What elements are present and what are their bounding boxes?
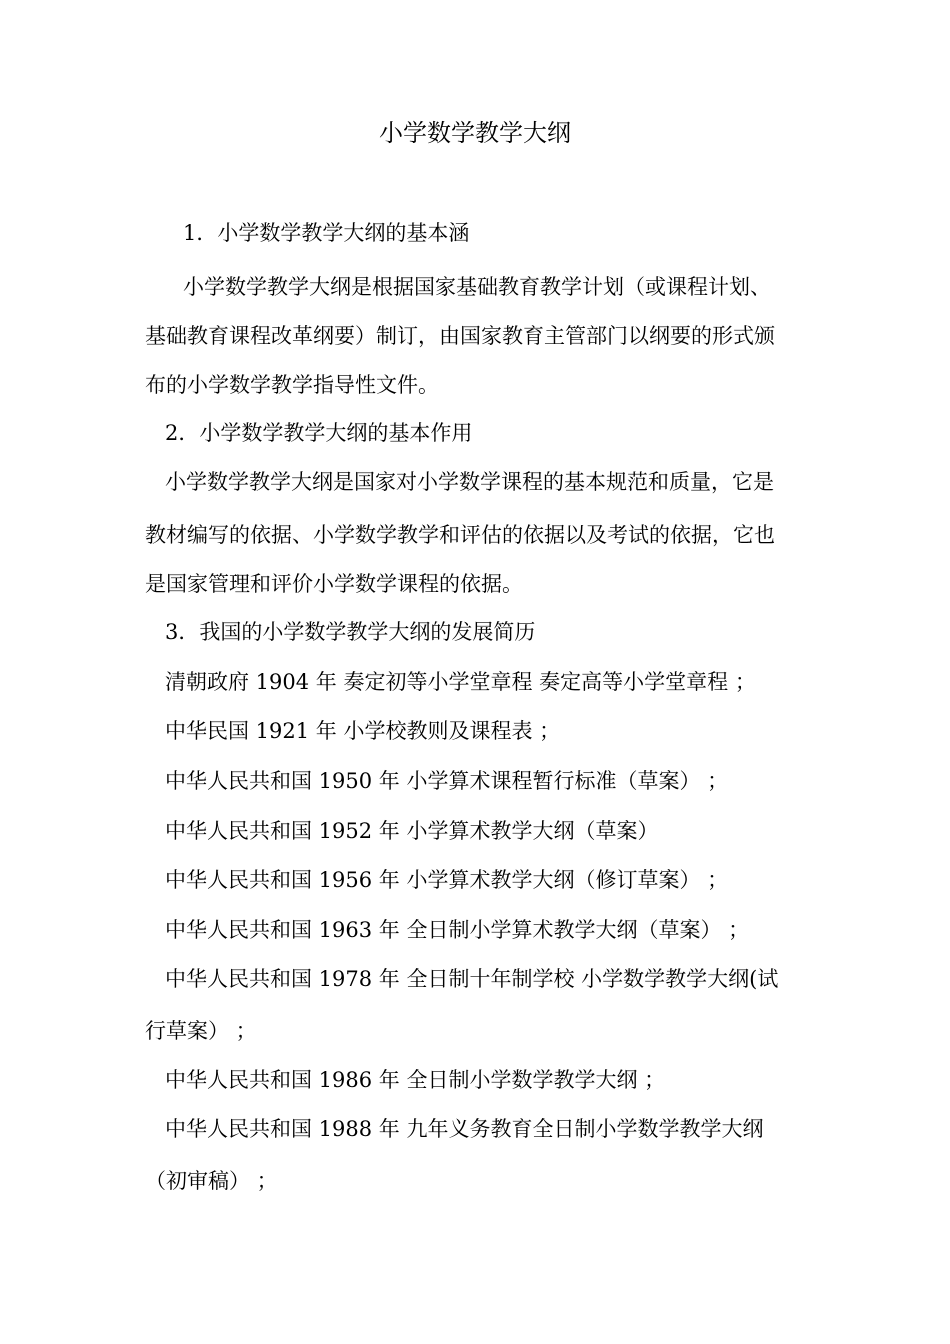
timeline-entry-continuation: 行草案） ； (145, 1019, 257, 1043)
timeline-entry: 中华人民共和国 1988 年 九年义务教育全日制小学数学教学大纲 (165, 1117, 764, 1141)
timeline-entry: 中华人民共和国 1978 年 全日制十年制学校 小学数学教学大纲(试 (165, 967, 779, 991)
section-heading-1: 1．小学数学教学大纲的基本涵 (183, 221, 470, 245)
paragraph-line: 小学数学教学大纲是国家对小学数学课程的基本规范和质量，它是 (165, 470, 774, 494)
paragraph-line: 教材编写的依据、小学数学教学和评估的依据以及考试的依据，它也 (145, 523, 775, 547)
paragraph-line: 是国家管理和评价小学数学课程的依据。 (145, 572, 523, 596)
document-title: 小学数学教学大纲 (379, 119, 571, 147)
timeline-entry-continuation: （初审稿） ； (145, 1169, 278, 1193)
paragraph-line: 布的小学数学教学指导性文件。 (145, 373, 439, 397)
timeline-entry: 中华人民共和国 1952 年 小学算术教学大纲（草案） (165, 819, 659, 843)
timeline-entry: 中华人民共和国 1986 年 全日制小学数学教学大纲 ； (165, 1068, 666, 1092)
timeline-entry: 中华民国 1921 年 小学校教则及课程表 ； (165, 719, 561, 743)
timeline-entry: 中华人民共和国 1956 年 小学算术教学大纲（修订草案） ； (165, 868, 729, 892)
timeline-entry: 中华人民共和国 1963 年 全日制小学算术教学大纲（草案） ； (165, 918, 750, 942)
timeline-entry: 中华人民共和国 1950 年 小学算术课程暂行标准（草案） ； (165, 769, 729, 793)
section-heading-3: 3．我国的小学数学教学大纲的发展简历 (165, 620, 536, 644)
section-heading-2: 2．小学数学教学大纲的基本作用 (165, 421, 473, 445)
timeline-entry: 清朝政府 1904 年 奏定初等小学堂章程 奏定高等小学堂章程 ； (165, 670, 756, 694)
paragraph-line: 小学数学教学大纲是根据国家基础教育教学计划（或课程计划、 (183, 275, 771, 299)
paragraph-line: 基础教育课程改革纲要）制订，由国家教育主管部门以纲要的形式颁 (145, 324, 775, 348)
